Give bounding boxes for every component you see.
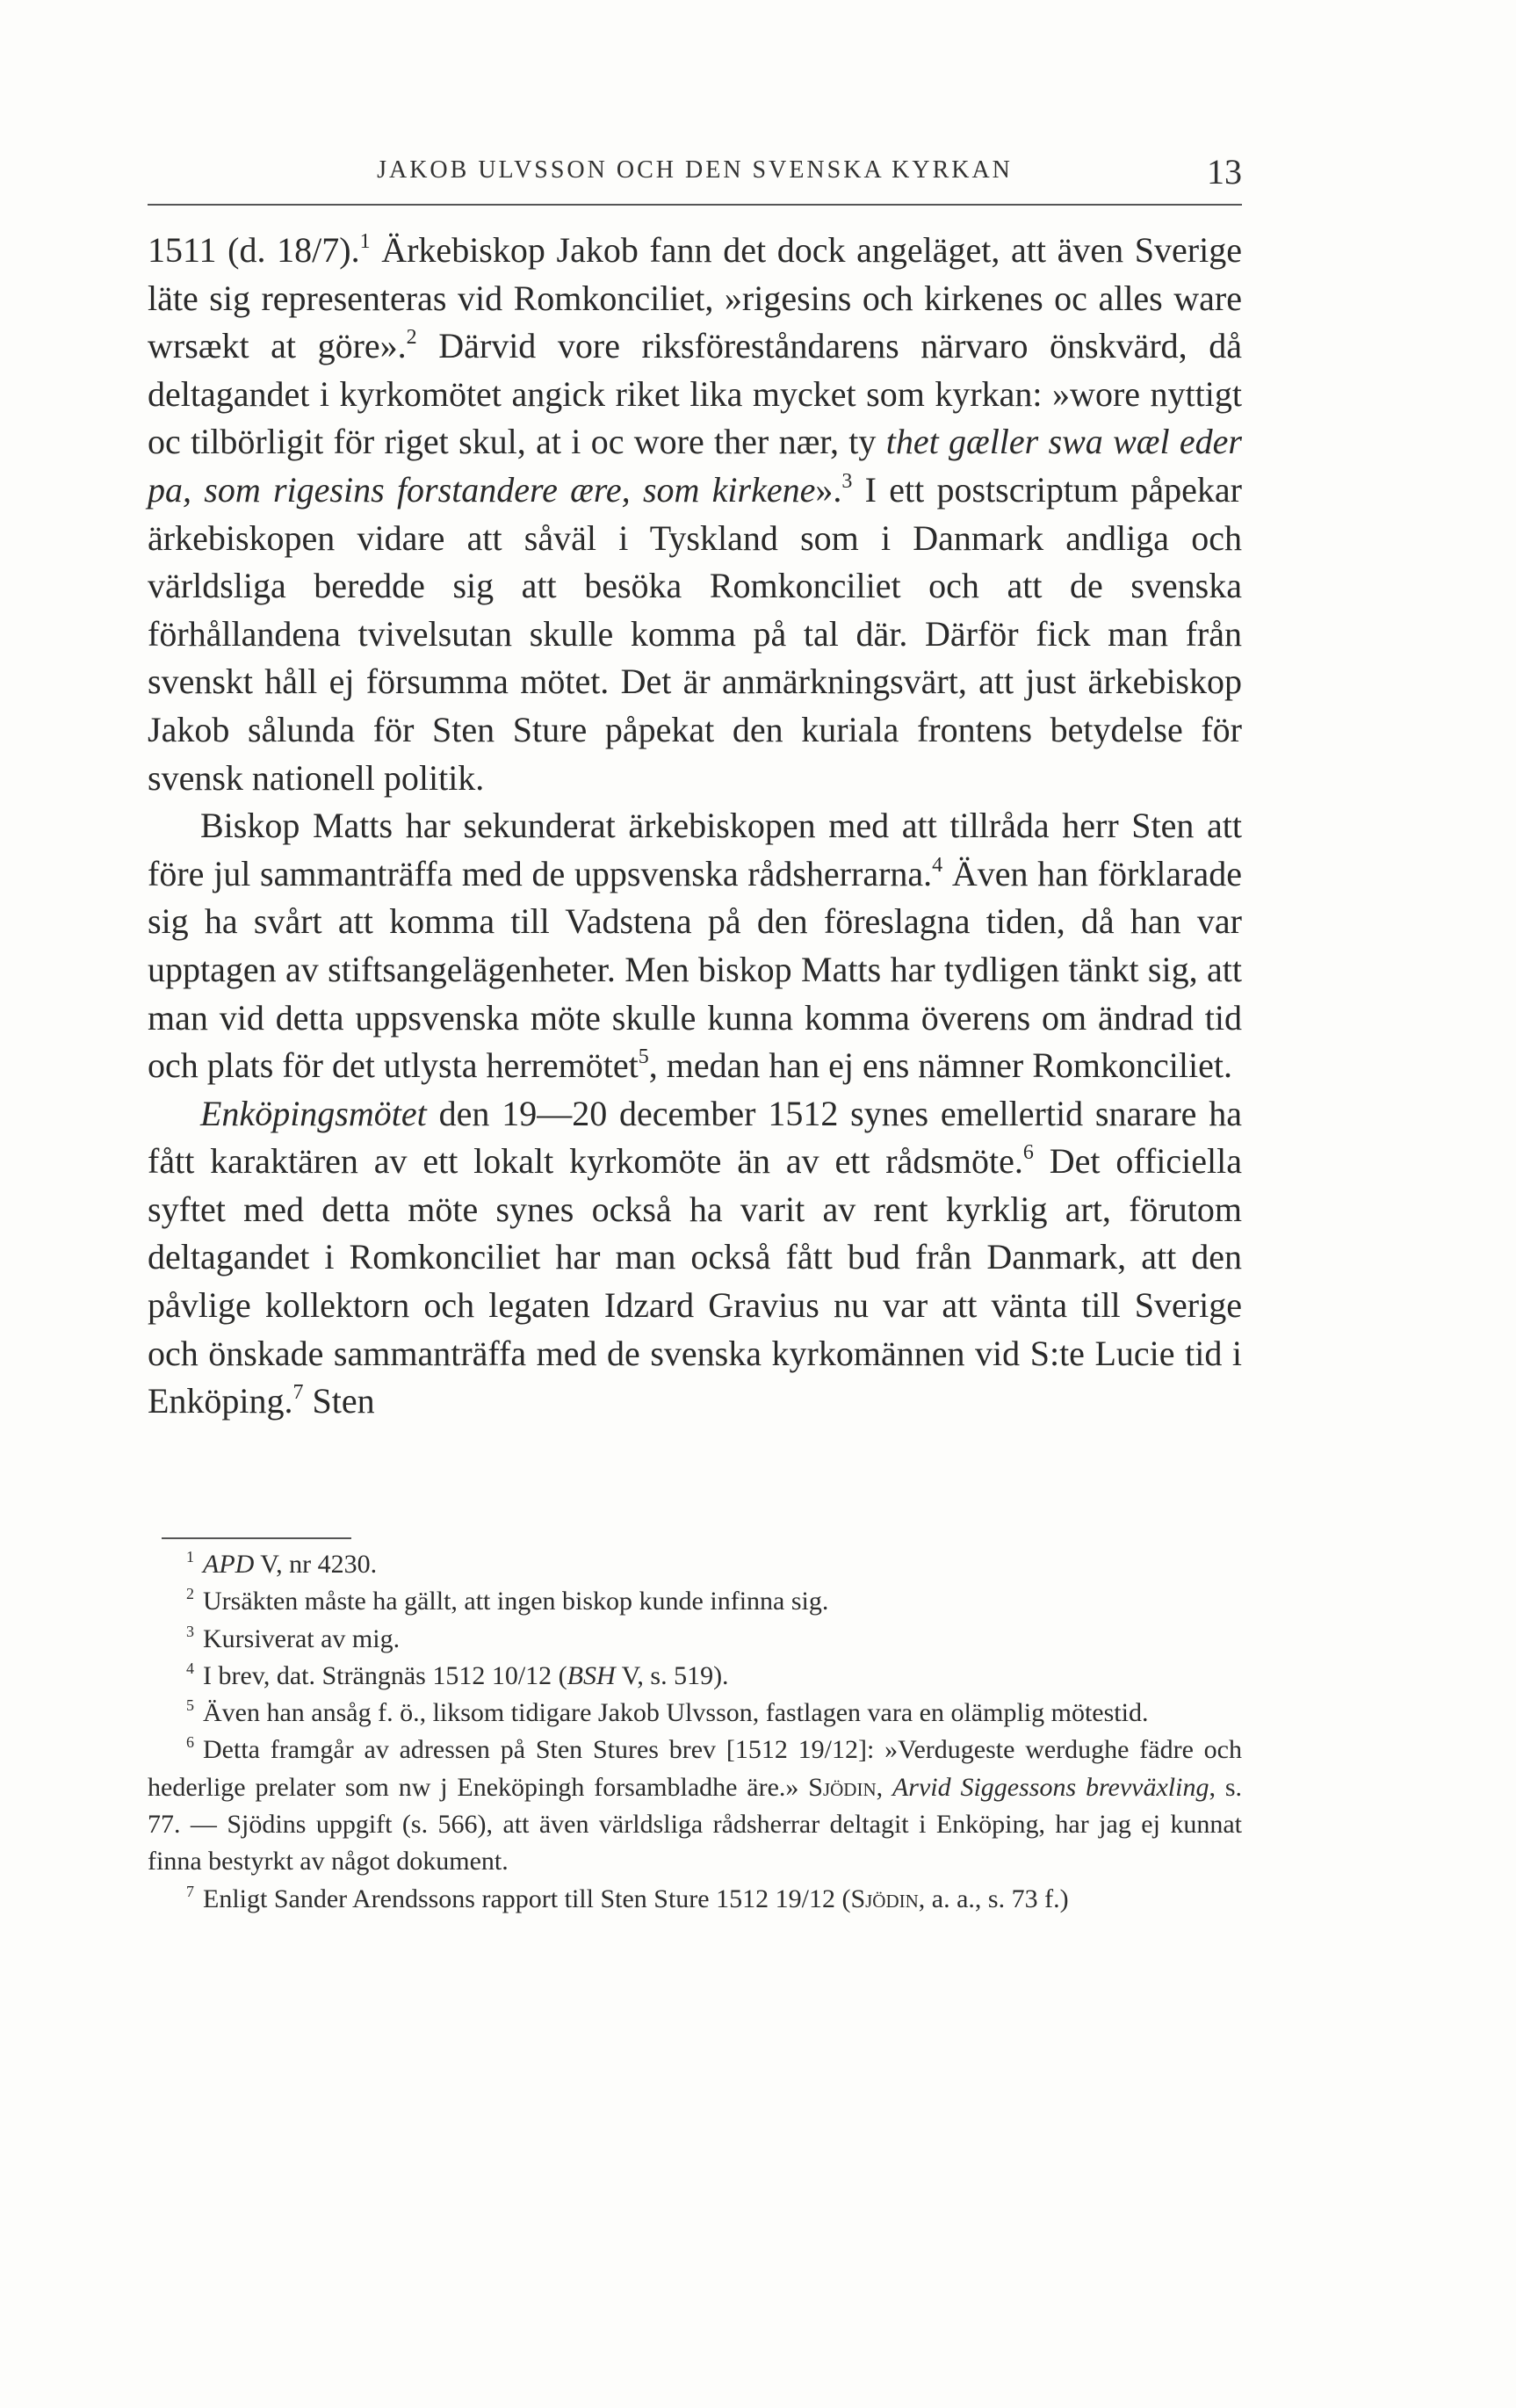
footnote-ref-6: 6 xyxy=(1022,1141,1034,1165)
small-caps-author: Sjödin xyxy=(808,1772,877,1802)
small-caps-author: Sjödin xyxy=(850,1884,919,1913)
footnote-divider xyxy=(162,1537,351,1539)
footnote-1 xyxy=(148,1546,1242,1583)
text-span: Sten xyxy=(303,1381,375,1421)
footnote-number: 5 xyxy=(186,1696,194,1715)
footnote-ref-7: 7 xyxy=(292,1381,304,1405)
running-title: JAKOB ULVSSON OCH DEN SVENSKA KYRKAN xyxy=(377,156,1013,184)
text-span: Kursiverat av mig. xyxy=(203,1623,401,1653)
text-span: , s. 77. — Sjödins uppgift (s. 566), att även världsliga rådsherrar deltagit i Enköping, har jag ej kunnat finna bestyrkt av något dokument. xyxy=(148,1772,1242,1877)
text-span: V, nr 4230. xyxy=(254,1550,378,1579)
italic-term: Enköpingsmötet xyxy=(200,1093,427,1133)
footnote-3 xyxy=(148,1621,1242,1658)
main-text xyxy=(148,227,1242,1426)
text-span: Detta framgår av adressen på Sten Stures brev [1512 19/12]: »Verdugeste werdughe fädre och hederlige prelater som nw j Eneköpingh forsambladhe äre.» xyxy=(148,1735,1242,1802)
text-span: 1511 (d. 18/7). xyxy=(148,230,360,270)
footnote-number: 6 xyxy=(186,1733,194,1752)
text-span: Ärkebiskop Jakob fann det dock angeläget, att även Sverige läte sig representeras vid Romkonciliet, »rigesins och kirkenes oc alles ware wrsækt at göre». xyxy=(148,230,1242,366)
italic-text: APD xyxy=(203,1550,255,1579)
footnote-number: 1 xyxy=(186,1548,194,1566)
text-span: Biskop Matts har sekunderat ärkebiskopen med att tillråda herr Sten att före jul sammanträffa med de uppsvenska rådsherrarna. xyxy=(148,806,1242,893)
text-span: Även han ansåg f. ö., liksom tidigare Jakob Ulvsson, fastlagen vara en olämplig mötestid. xyxy=(203,1698,1149,1728)
footnote-7 xyxy=(148,1881,1242,1918)
text-span: I ett postscriptum påpekar ärkebiskopen vidare att såväl i Tyskland som i Danmark andliga och världsliga beredde sig att besöka Romkonciliet och att de svenska förhållandena tvivelsutan skulle komma på tal där. Därför fick man från svenskt håll ej försumma mötet. Det är anmärkningsvärt, att just ärkebiskop Jakob sålunda för Sten Sture påpekat den kuriala frontens betydelse för svensk nationell politik. xyxy=(148,469,1242,798)
footnote-number: 2 xyxy=(186,1585,194,1603)
footnote-ref-2: 2 xyxy=(406,326,417,350)
italic-quote: thet gæller swa wæl eder pa, som rigesins forstandere ære, som kirkene xyxy=(148,422,1242,510)
text-span: , a. a., s. 73 f.) xyxy=(918,1884,1069,1913)
footnote-number: 4 xyxy=(186,1659,194,1677)
footnote-5 xyxy=(148,1695,1242,1732)
footnotes xyxy=(148,1546,1242,1918)
paragraph-3 xyxy=(148,1090,1242,1426)
footnote-ref-3: 3 xyxy=(841,469,853,493)
text-span: den 19—20 december 1512 synes emellertid snarare ha fått karaktären av ett lokalt kyrkomöte än av ett rådsmöte. xyxy=(148,1093,1242,1182)
paragraph-2 xyxy=(148,802,1242,1090)
page-number: 13 xyxy=(1207,152,1242,192)
italic-text: BSH xyxy=(567,1660,616,1690)
text-span: , xyxy=(876,1772,892,1802)
footnote-6 xyxy=(148,1732,1242,1880)
footnote-number: 7 xyxy=(186,1882,194,1900)
paragraph-1 xyxy=(148,227,1242,802)
text-span: Därvid vore riksföreståndarens närvaro önskvärd, då deltagandet i kyrkomötet angick riket lika mycket som kyrkan: »wore nyttigt oc tilbörligit för riget skul, at i oc wore ther nær, ty xyxy=(148,326,1242,462)
text-span: ». xyxy=(815,469,842,510)
footnote-ref-5: 5 xyxy=(638,1045,649,1069)
text-span: V, s. 519). xyxy=(615,1660,729,1690)
text-span: I brev, dat. Strängnäs 1512 10/12 ( xyxy=(203,1660,567,1690)
text-span: Enligt Sander Arendssons rapport till Sten Sture 1512 19/12 ( xyxy=(203,1884,851,1913)
text-span: Det officiella syftet med detta möte synes också ha varit av rent kyrklig art, förutom deltagandet i Romkonciliet har man också fått bud från Danmark, att den påvlige kollektorn och legaten Idzard Gravius nu var att vänta till Sverige och önskade sammanträffa med de svenska kyrkomännen vid S:te Lucie tid i Enköping. xyxy=(148,1141,1242,1421)
text-span: Ursäkten måste ha gällt, att ingen biskop kunde infinna sig. xyxy=(203,1587,829,1616)
text-span: Även han förklarade sig ha svårt att komma till Vadstena på den föreslagna tiden, då han var upptagen av stiftsangelägenheter. Men biskop Matts har tydligen tänkt sig, att man vid detta uppsvenska möte skulle kunna komma överens om ändrad tid och plats för det utlysta herremötet xyxy=(148,853,1243,1086)
footnote-4 xyxy=(148,1658,1242,1695)
italic-title: Arvid Siggessons brevväxling xyxy=(892,1772,1209,1802)
footnote-number: 3 xyxy=(186,1622,194,1640)
page-header xyxy=(148,151,1242,206)
footnote-ref-4: 4 xyxy=(932,853,943,877)
footnote-2 xyxy=(148,1583,1242,1620)
footnote-ref-1: 1 xyxy=(359,230,371,253)
text-span: , medan han ej ens nämner Romkonciliet. xyxy=(648,1045,1232,1086)
